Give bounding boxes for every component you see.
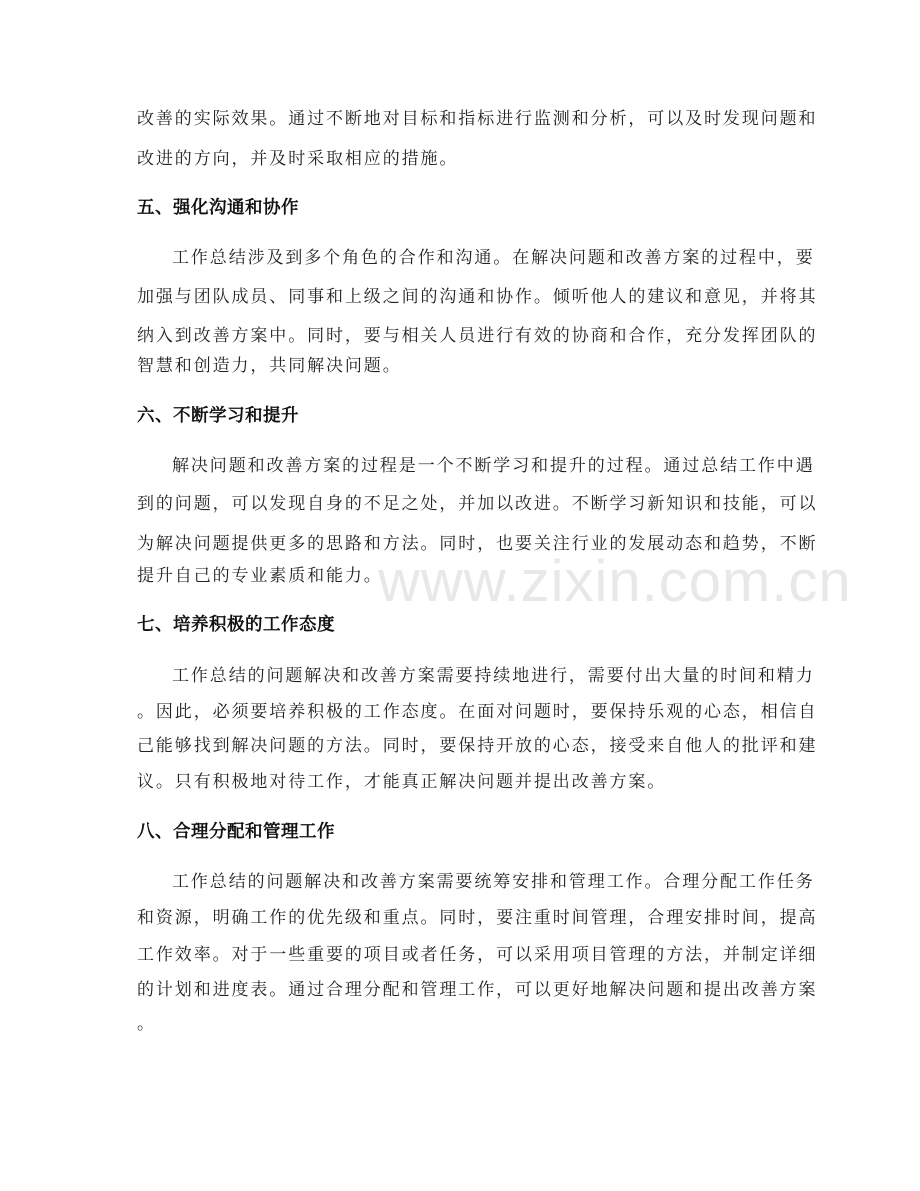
section-heading: 七、培养积极的工作态度 <box>137 615 335 635</box>
watermark: www.zixin.com.cn <box>378 549 852 614</box>
section-heading: 六、不断学习和提升 <box>137 406 299 426</box>
paragraph-line: 为解决问题提供更多的思路和方法。同时，也要关注行业的发展动态和趋势，不断 <box>137 534 818 554</box>
paragraph-line: 和资源，明确工作的优先级和重点。同时，要注重时间管理，合理安排时间，提高 <box>137 908 818 928</box>
paragraph-line: 。 <box>137 1014 156 1034</box>
paragraph-line: 工作总结的问题解决和改善方案需要统筹安排和管理工作。合理分配工作任务 <box>172 872 815 892</box>
paragraph-line: 工作总结的问题解决和改善方案需要持续地进行，需要付出大量的时间和精力 <box>172 666 815 686</box>
paragraph-line: 到的问题，可以发现自身的不足之处，并加以改进。不断学习新知识和技能，可以 <box>137 494 818 514</box>
paragraph-line: 议。只有积极地对待工作，才能真正解决问题并提出改善方案。 <box>137 772 667 792</box>
paragraph-line: 的计划和进度表。通过合理分配和管理工作，可以更好地解决问题和提出改善方案 <box>137 980 818 1000</box>
intro-line: 改进的方向，并及时采取相应的措施。 <box>137 149 459 169</box>
paragraph-line: 智慧和创造力，共同解决问题。 <box>137 356 402 376</box>
paragraph-line: 提升自己的专业素质和能力。 <box>137 566 383 586</box>
paragraph-line: 。因此，必须要培养积极的工作态度。在面对问题时，要保持乐观的心态，相信自 <box>137 702 818 722</box>
paragraph-line: 工作总结涉及到多个角色的合作和沟通。在解决问题和改善方案的过程中，要 <box>172 248 815 268</box>
paragraph-line: 解决问题和改善方案的过程是一个不断学习和提升的过程。通过总结工作中遇 <box>172 456 815 476</box>
paragraph-line: 己能够找到解决问题的方法。同时，要保持开放的心态，接受来自他人的批评和建 <box>137 736 818 756</box>
intro-line: 改善的实际效果。通过不断地对目标和指标进行监测和分析，可以及时发现问题和 <box>137 109 818 129</box>
paragraph-line: 加强与团队成员、同事和上级之间的沟通和协作。倾听他人的建议和意见，并将其 <box>137 287 818 307</box>
section-heading: 八、合理分配和管理工作 <box>137 822 335 842</box>
paragraph-line: 工作效率。对于一些重要的项目或者任务，可以采用项目管理的方法，并制定详细 <box>137 945 818 965</box>
section-heading: 五、强化沟通和协作 <box>137 198 299 218</box>
paragraph-line: 纳入到改善方案中。同时，要与相关人员进行有效的协商和合作，充分发挥团队的 <box>137 326 818 346</box>
